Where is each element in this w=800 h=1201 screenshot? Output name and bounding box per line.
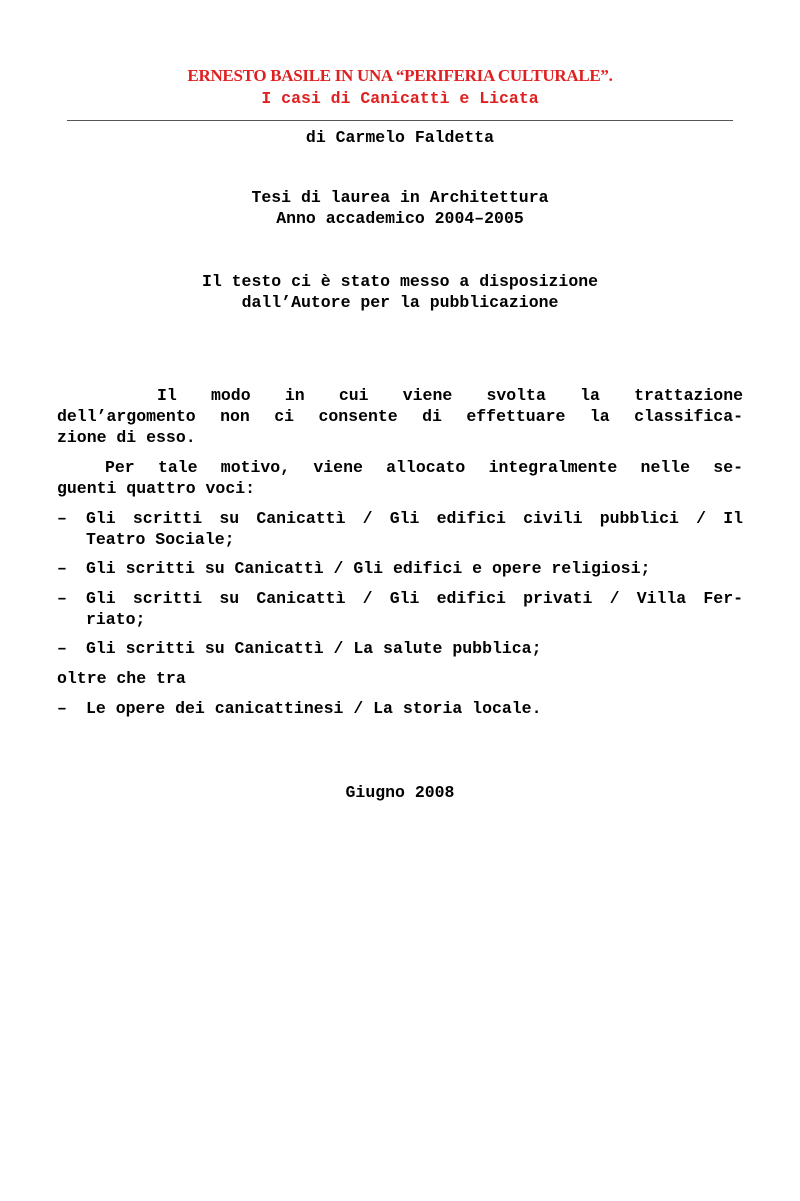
paragraph-line: guenti quattro voci: bbox=[57, 479, 256, 498]
list-item-line: Gli scritti su Canicattì / La salute pubblica; bbox=[86, 639, 542, 658]
list-item bbox=[57, 588, 743, 630]
list-dash: – bbox=[57, 589, 67, 608]
paragraph-line: zione di esso. bbox=[57, 428, 196, 447]
title-main: ERNESTO BASILE IN UNA “PERIFERIA CULTURALE”. bbox=[187, 66, 613, 85]
list-dash: – bbox=[57, 639, 67, 658]
list-item bbox=[57, 698, 743, 719]
intro-paragraph bbox=[57, 385, 743, 448]
list-item-line: Teatro Sociale; bbox=[86, 530, 235, 549]
list-dash: – bbox=[57, 699, 67, 718]
paragraph-line: Il modo in cui viene svolta la trattazione bbox=[157, 386, 743, 405]
title-divider bbox=[67, 120, 733, 121]
note-line-2: dall’Autore per la pubblicazione bbox=[241, 293, 559, 312]
date-line: Giugno 2008 bbox=[345, 783, 455, 802]
paragraph-line: dell’argomento non ci consente di effettuare la classifica- bbox=[57, 407, 743, 426]
list-dash: – bbox=[57, 559, 67, 578]
list-dash: – bbox=[57, 509, 67, 528]
author-line: di Carmelo Faldetta bbox=[305, 128, 495, 147]
title-subtitle: I casi di Canicattì e Licata bbox=[261, 89, 539, 108]
list-item-line: Le opere dei canicattinesi / La storia locale. bbox=[86, 699, 542, 718]
list-item bbox=[57, 558, 743, 579]
list-item-line: Gli scritti su Canicattì / Gli edifici privati / Villa Fer- bbox=[86, 589, 743, 608]
paragraph-line: Per tale motivo, viene allocato integralmente nelle se- bbox=[105, 458, 743, 477]
thesis-line-2: Anno accademico 2004–2005 bbox=[276, 209, 524, 228]
list-item-line: riato; bbox=[86, 610, 146, 629]
also-line: oltre che tra bbox=[57, 669, 186, 688]
note-line-1: Il testo ci è stato messo a disposizione bbox=[201, 272, 599, 291]
list-item bbox=[57, 638, 743, 659]
reason-paragraph bbox=[57, 457, 743, 499]
thesis-line-1: Tesi di laurea in Architettura bbox=[251, 188, 549, 207]
list-item bbox=[57, 508, 743, 550]
list-item-line: Gli scritti su Canicattì / Gli edifici e opere religiosi; bbox=[86, 559, 651, 578]
list-item-line: Gli scritti su Canicattì / Gli edifici civili pubblici / Il bbox=[86, 509, 743, 528]
